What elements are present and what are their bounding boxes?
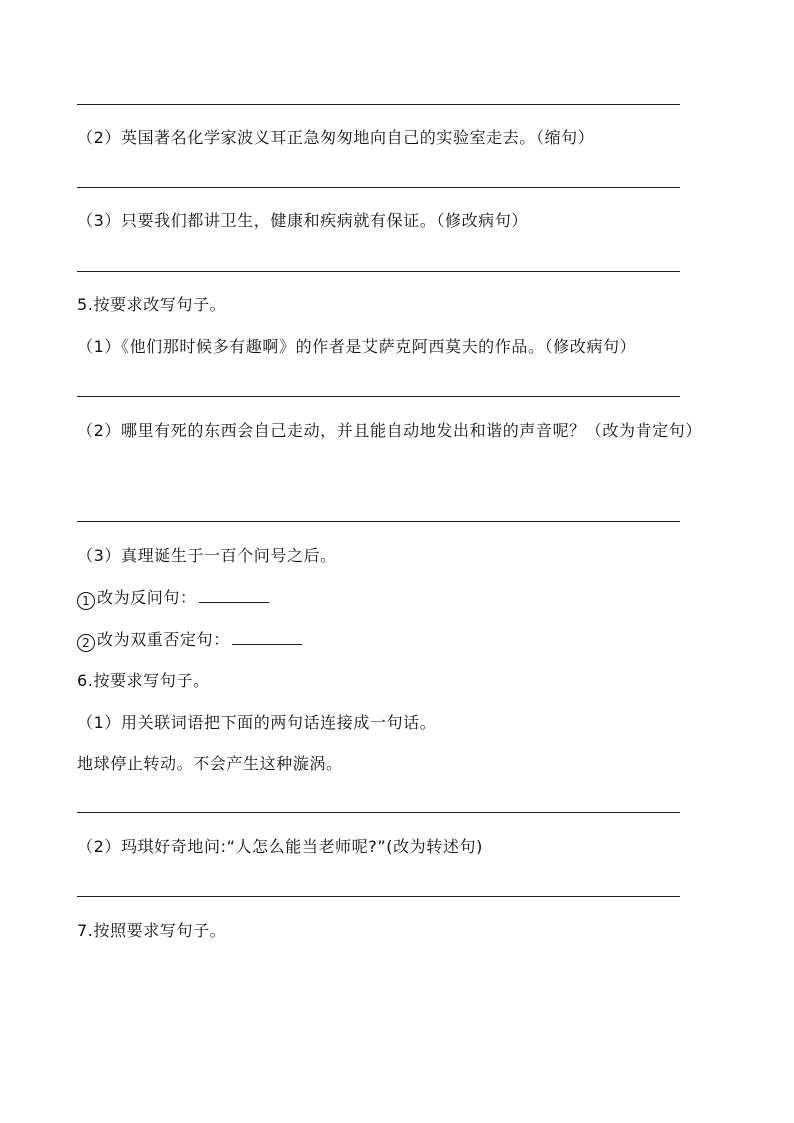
answer-line[interactable]: [77, 104, 680, 105]
question-6-title: 6.按要求写句子。: [77, 671, 210, 690]
question-6-1-text: 地球停止转动。不会产生这种漩涡。: [77, 754, 343, 773]
question-4-3: （3）只要我们都讲卫生，健康和疾病就有保证。（修改病句）: [77, 211, 528, 230]
answer-blank[interactable]: [199, 588, 269, 603]
question-5-2: （2）哪里有死的东西会自己走动，并且能自动地发出和谐的声音呢？（改为肯定句）: [77, 421, 702, 440]
question-4-2: （2）英国著名化学家波义耳正急匆匆地向自己的实验室走去。（缩句）: [77, 128, 595, 147]
answer-line[interactable]: [77, 812, 680, 813]
question-5-3-a: [77, 587, 269, 610]
question-5-3: （3）真理诞生于一百个问号之后。: [77, 546, 337, 565]
question-7-title: 7.按照要求写句子。: [77, 921, 227, 940]
answer-line[interactable]: [77, 396, 680, 397]
circled-number-2: 2: [77, 634, 95, 652]
question-6-1: （1）用关联词语把下面的两句话连接成一句话。: [77, 713, 437, 732]
answer-line[interactable]: [77, 896, 680, 897]
circled-number-1: 1: [77, 592, 95, 610]
question-5-title: 5.按要求改写句子。: [77, 295, 227, 314]
question-6-2: （2）玛琪好奇地问:“人怎么能当老师呢?”(改为转述句): [77, 837, 483, 856]
answer-blank[interactable]: [232, 630, 302, 645]
answer-line[interactable]: [77, 187, 680, 188]
question-5-3-b: [77, 629, 302, 652]
answer-line[interactable]: [77, 521, 680, 522]
rewrite-rhetorical-label: 改为反问句：: [97, 588, 197, 607]
answer-line[interactable]: [77, 271, 680, 272]
rewrite-double-negative-label: 改为双重否定句：: [97, 630, 230, 649]
question-5-1: （1）《他们那时候多有趣啊》的作者是艾萨克阿西莫夫的作品。（修改病句）: [77, 337, 637, 356]
